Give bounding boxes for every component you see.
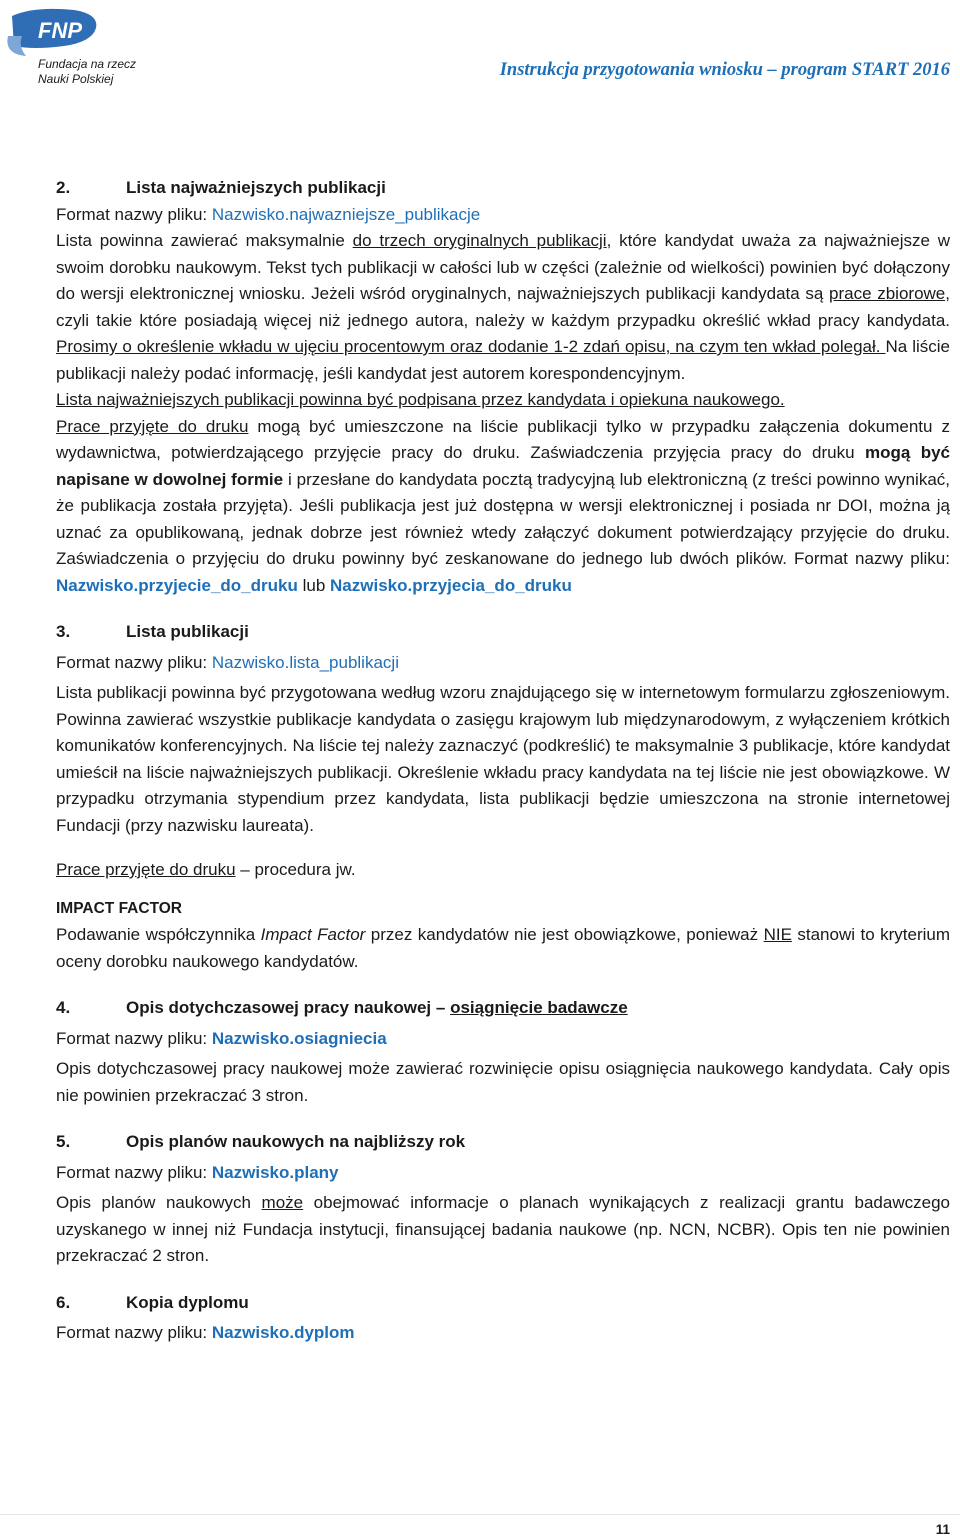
section-6-format [56,1320,950,1347]
header-title: Instrukcja przygotowania wniosku – program START 2016 [499,60,950,80]
underlined-text: Prace przyjęte do druku [56,860,236,879]
text: przez kandydatów nie jest obowiązkowe, ponieważ [365,925,764,944]
underlined-text: NIE [763,925,792,944]
section-3-heading [56,619,950,646]
logo-line-1: Fundacja na rzecz [38,57,137,71]
section-6-heading [56,1290,950,1317]
file-name: Nazwisko.przyjecie_do_druku [56,575,298,595]
section-3-paragraph-1: Lista publikacji powinna być przygotowana według wzoru znajdującego się w internetowym formularzu zgłoszeniowym. Powinna zawierać wszystkie publikacje kandydata o zasięgu krajowym lub międzynarodowym, z wyłączeniem krótkich komunikatów konferencyjnych. Na liście tej należy zaznaczyć (podkreślić) te maksymalnie 3 publikacje, które kandydat umieścił na liście najważniejszych publikacji. Określenie wkładu pracy kandydata na tej liście nie jest obowiązkowe. W przypadku otrzymania stypendium przez kandydata, lista publikacji będzie umieszczona na stronie internetowej Fundacji (przy nazwisku laureata). [56,683,950,835]
section-4-heading [56,995,950,1022]
section-5-format [56,1160,950,1187]
section-3-format [56,650,950,677]
format-label: Format nazwy pliku: [56,1162,212,1182]
format-label: Format nazwy pliku: [56,652,212,672]
text: stanowi to kryterium oceny dorobku naukowego kandydatów. [56,925,951,971]
text: Na liście publikacji należy podać informację, jeśli kandydat jest autorem korespondencyjnym. [56,337,950,383]
format-value: Nazwisko.najwazniejsze_publikacje [211,204,481,224]
logo-text: FNP [38,18,82,43]
section-6-number: 6. [56,1292,71,1312]
underlined-text: Prosimy o określenie wkładu w ujęciu procentowym oraz dodanie 1-2 zdań opisu, na czym ten wkład polegał. [56,337,886,356]
file-name: Nazwisko.przyjecia_do_druku [330,575,572,595]
text: , które kandydat uważa za najważniejsze w swoim dorobku naukowym. Tekst tych publikacji w całości lub w części (zależnie od wielkości) powinien być dołączony do wersji elektronicznej wniosku. Jeżeli wśród oryginalnych, najważniejszych publikacji kandydata są [56,231,950,303]
text: Lista powinna zawierać maksymalnie [56,231,353,250]
text: czyli takie które posiadają więcej niż jednego autora, należy w każdym przypadku określić wkład pracy kandydata. [56,310,950,330]
section-4-title-underlined: osiągnięcie badawcze [450,998,628,1017]
section-3-number: 3. [56,622,71,641]
format-value: Nazwisko.lista_publikacji [211,652,399,672]
section-2-heading [56,175,950,202]
underlined-text: prace zbiorowe, [829,284,950,303]
text: lub [297,575,331,595]
section-4-number: 4. [56,998,71,1017]
section-5-paragraph [56,1190,950,1270]
format-value: Nazwisko.dyplom [211,1323,355,1342]
section-4-format [56,1026,950,1053]
text: obejmować informacje o planach wynikających z realizacji grantu badawczego uzyskanego w innej niż Fundacja instytucji, finansującej badania naukowe (np. NCN, NCBR). Opis ten nie powinien przekraczać 2 stron. [56,1193,950,1265]
text: Podawanie współczynnika [56,925,261,944]
underlined-text: Lista najważniejszych publikacji powinna być podpisana przez kandydata i opiekuna naukowego. [56,390,785,409]
fnp-logo-graphic [4,6,154,86]
underlined-text: może [261,1193,304,1212]
section-2-format [56,202,950,229]
section-2-paragraph-2 [56,387,950,414]
format-label: Format nazwy pliku: [56,1028,212,1048]
section-3-title: Lista publikacji [126,622,249,641]
underlined-text: do trzech oryginalnych publikacji [352,231,607,250]
section-2-number: 2. [56,178,71,197]
section-3-paragraph-2 [56,857,950,884]
format-label: Format nazwy pliku: [56,204,212,224]
text: mogą być umieszczone na liście publikacji tylko w przypadku załączenia dokumentu z wydawnictwa, potwierdzającego przyjęcie pracy do druku. Zaświadczenia przyjęcia pracy do druku [56,416,951,462]
footer-divider [0,1514,960,1515]
text: – procedura jw. [235,860,356,879]
fnp-logo [4,6,154,86]
document-body [56,175,950,1347]
section-4-paragraph: Opis dotychczasowej pracy naukowej może zawierać rozwinięcie opisu osiągnięcia naukowego kandydata. Cały opis nie powinien przekraczać 3 stron. [56,1059,950,1105]
section-5-title: Opis planów naukowych na najbliższy rok [126,1132,466,1151]
section-2-title: Lista najważniejszych publikacji [126,178,386,197]
underlined-text: Prace przyjęte do druku [56,416,249,436]
section-4-title: Opis dotychczasowej pracy naukowej – [126,998,451,1017]
impact-factor-paragraph [56,922,950,975]
italic-text: Impact Factor [260,925,366,944]
bold-text: mogą być napisane w dowolnej formie [56,443,951,489]
page-number: 11 [935,1522,950,1537]
section-2-paragraph-3 [56,414,950,600]
format-value: Nazwisko.osiagniecia [211,1028,387,1048]
logo-line-2: Nauki Polskiej [38,72,114,86]
format-label: Format nazwy pliku: [56,1323,212,1342]
format-value: Nazwisko.plany [211,1162,339,1182]
section-6-title: Kopia dyplomu [126,1292,249,1312]
impact-factor-heading: IMPACT FACTOR [56,899,183,917]
section-5-number: 5. [56,1132,71,1151]
section-5-heading [56,1129,950,1156]
section-2-paragraph-1 [56,228,950,387]
text: Opis planów naukowych [56,1193,262,1212]
text: i przesłane do kandydata pocztą tradycyjną lub elektroniczną (z treści powinno wynikać, że publikacja została przyjęta). Jeśli publikacja jest już dostępna w wersji elektronicznej i posiada nr DOI, można ją uznać za opublikowaną, jednak dobrze jest również wtedy załączyć dokument potwierdzający przyjęcie do druku. Zaświadczenia o przyjęciu do druku powinny być zeskanowane do jednego lub dwóch plików. Format nazwy pliku: [56,469,951,568]
